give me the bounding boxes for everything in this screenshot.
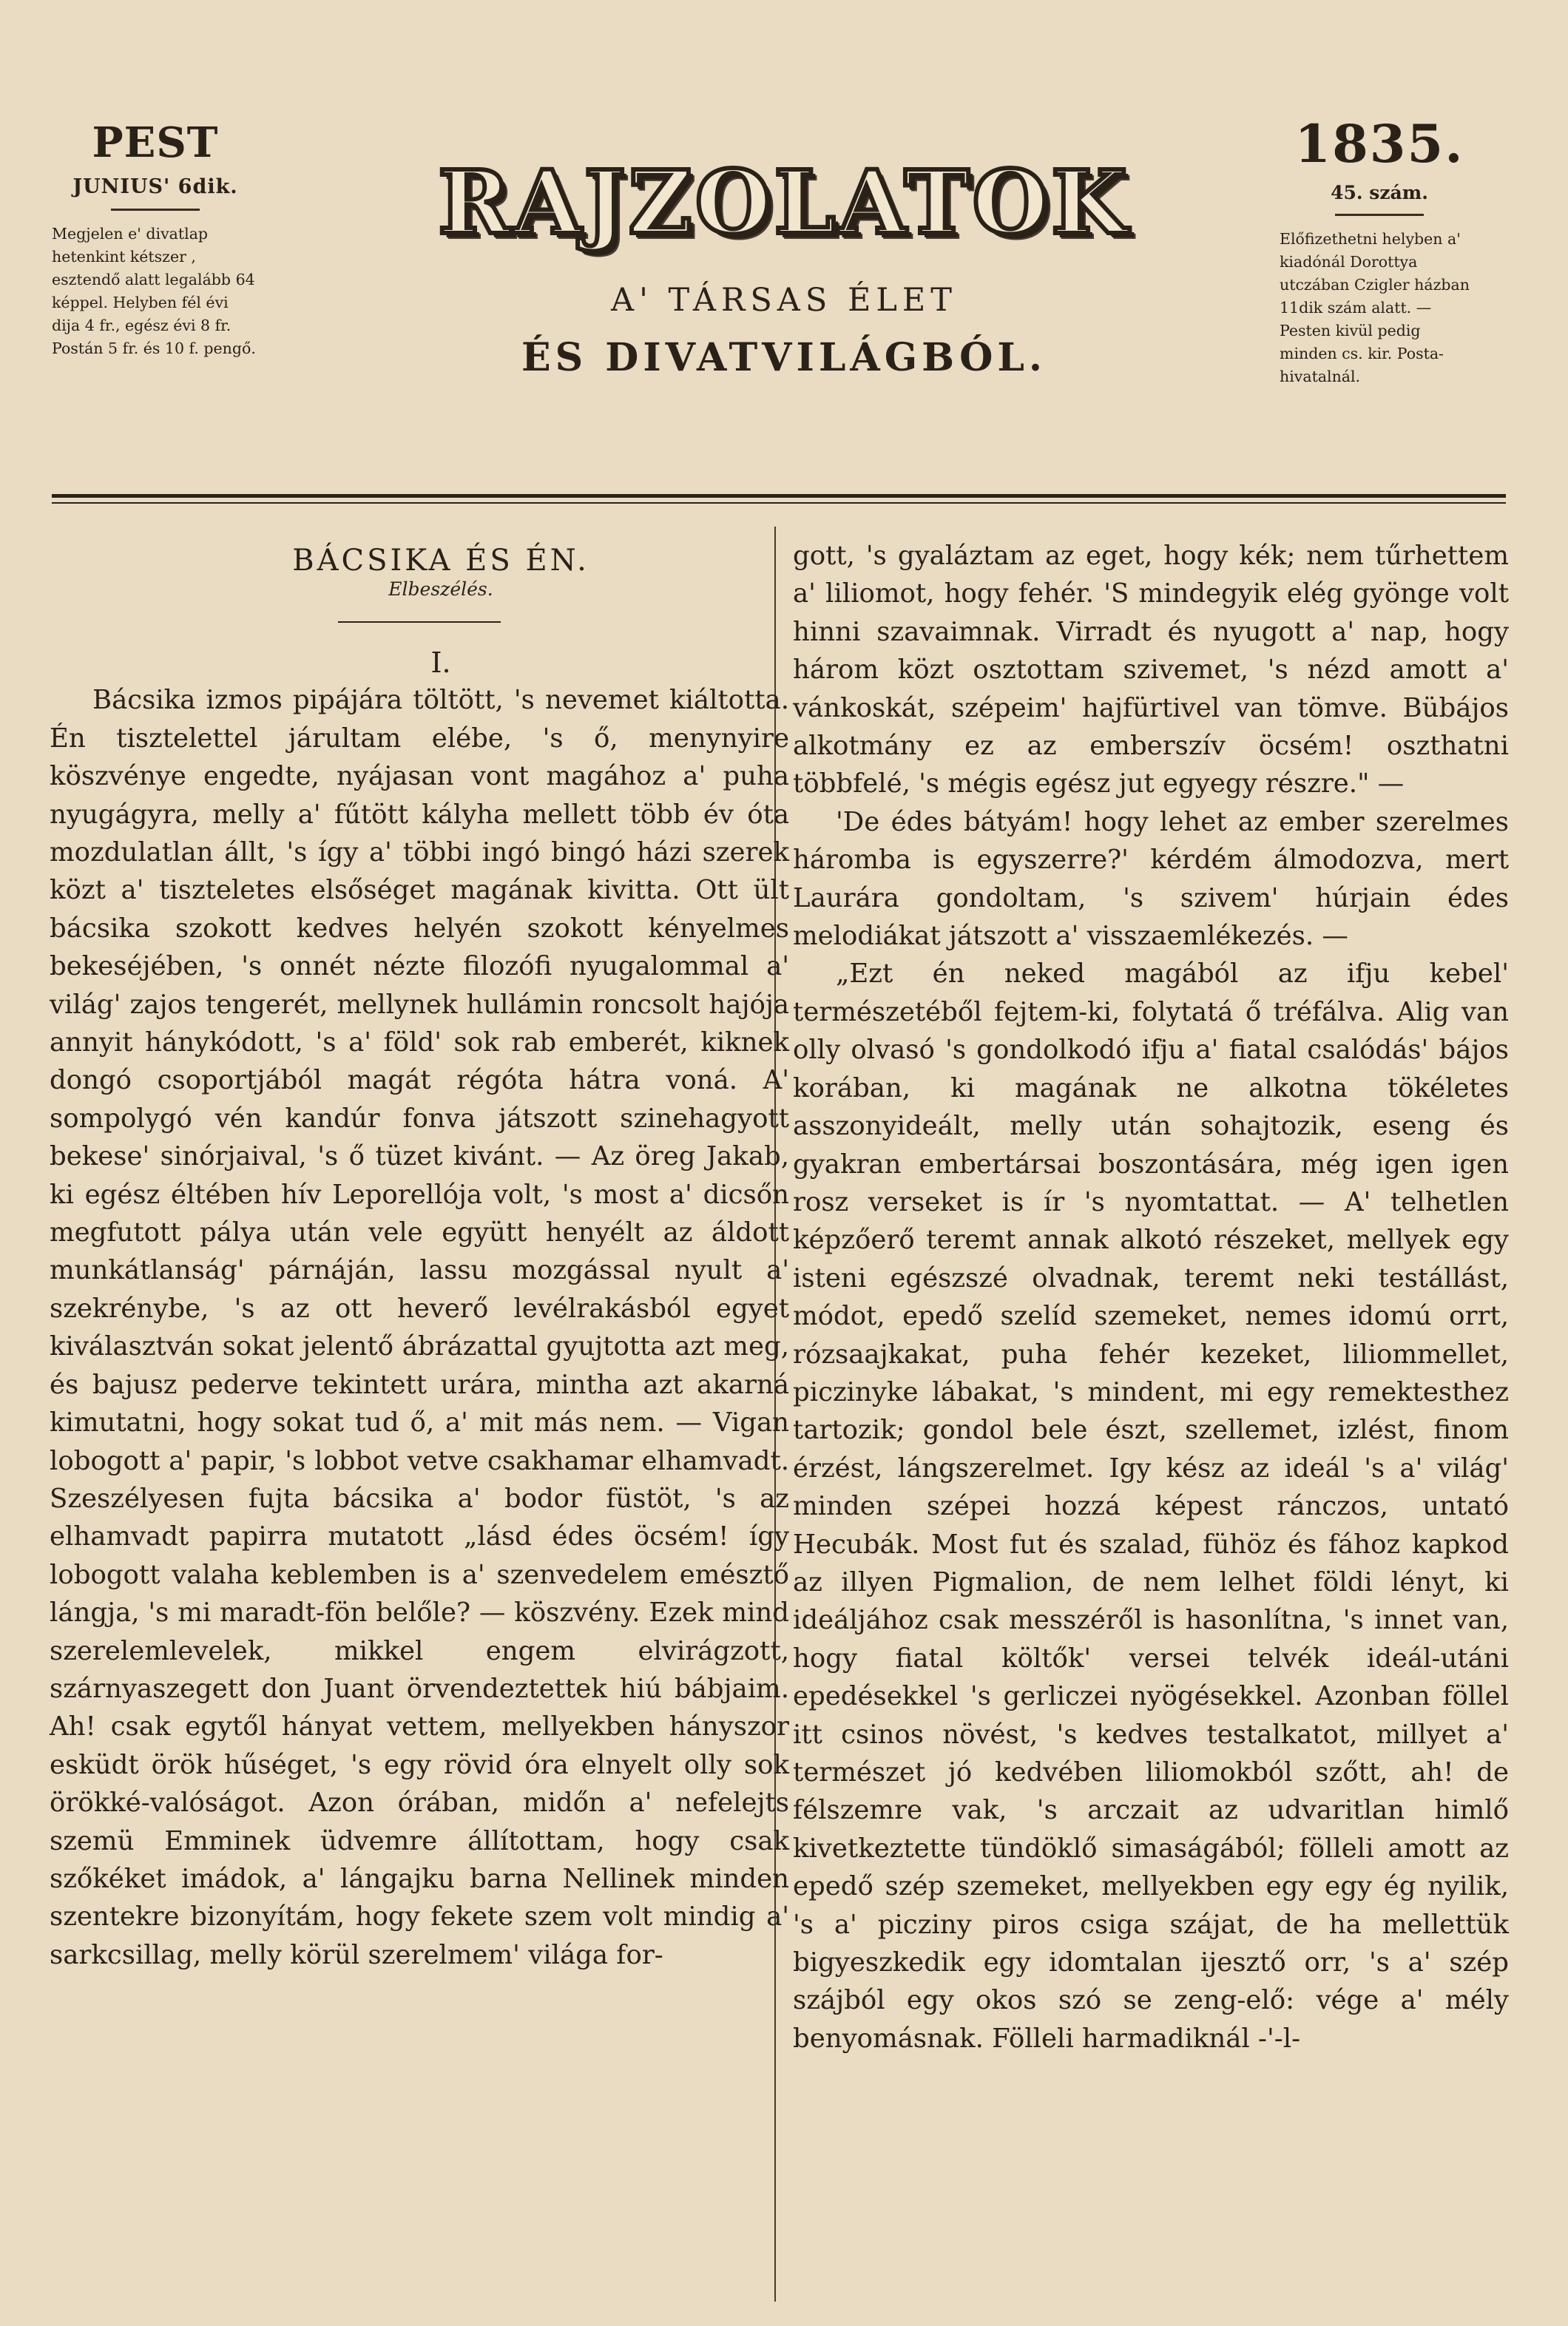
paragraph: Bácsika izmos pipájára töltött, 's nevemet kiáltotta. Én tisztelettel járultam elébe, 's ő, menynyire köszvénye engedte, nyájasan vont magához a' puha nyugágyra, melly a' fűtött kályha mellett több év óta mozdulatlan állt, 's így a' többi ingó bingó házi szerek közt a' tiszteletes elsőséget magának kivitta. Ott ült bácsika szokott kedves helyén szokott kényelmes bekeséjében, 's onnét nézte filozófi nyugalommal a' világ' zajos tengerét, mellynek hullámin roncsolt hajója annyit hánykódott, 's a' föld' sok rab emberét, kiknek dongó csoportjából magát régóta hátra voná. A' sompolygó vén kandúr fonva játszott szinehagyott bekese' sinórjaival, 's ő tüzet kivánt. — Az öreg Jakab, ki egész éltében hív Leporellója volt, 's most a' dicsőn megfutott pálya után vele együtt henyélt az áldott munkátlanság' párnáján, lassu mozgással nyult a' szekrénybe, 's az ott heverő levélrakásból egyet kiválasztván sokat jelentő ábrázattal gyujtotta azt meg, és bajusz pederve tekintett urára, mintha azt akarná kimutatni, hogy sokat tud ő, a' mit más nem. — Vigan lobogott a' papir, 's lobbot vetve csakhamar elhamvadt. Szeszélyesen fujta bácsika a' bodor füstöt, 's az elhamvadt papirra mutatott „lásd édes öcsém! így lobogott valaha keblemben is a' szenvedelem emésztő lángja, 's mi maradt-fön belőle? — köszvény. Ezek mind szerelemlevelek, mikkel engem elvirágzott, szárnyaszegett don Juant örvendeztettek hiú bábjaim. Ah! csak egytől hányat vettem, mellyekben hányszor esküdt örök hűséget, 's egy rövid óra elnyelt olly sok örökké-valóságot. Azon órában, midőn a' nefelejts szemü Emminek üdvemre állítottam, hogy csak szőkéket imádok, a' lángajku barna Nellinek minden szentekre bizonyítám, hogy fekete szem volt mindig a' sarkcsillag, melly körül szerelmem' világa for- [50,685,789,1970]
paragraph: gott, 's gyaláztam az eget, hogy kék; nem tűrhettem a' liliomot, hogy fehér. 'S mindegyik elég gyönge volt hinni szavaimnak. Virradt és nyugott a' nap, hogy három közt osztottam szivemet, 's nézd amott a' vánkoskát, szépeim' hajfürtivel van tömve. Bübájos alkotmány ez az emberszív öcsém! oszthatni többfelé, 's mégis egész jut egyegy részre." — [793,541,1509,799]
masthead-center [318,151,1250,380]
article-title-rule [338,621,501,623]
article-title: BÁCSIKA ÉS ÉN. [292,544,589,578]
masthead-right [1280,113,1479,388]
newspaper-title: RAJZOLATOK [438,151,1130,254]
article-column-right [793,537,1509,2058]
newspaper-subtitle-line2: ÉS DIVATVILÁGBÓL. [521,335,1047,380]
masthead-rule-thick [52,494,1506,498]
place-name: PEST [92,118,219,167]
chapter-number: I. [430,646,451,679]
subscription-note: Előfizethetni helyben a' kiadónál Dorottya utczában Czigler házban 11dik szám alatt. — Pesten kivül pedig minden cs. kir. Posta-hivatalnál. [1280,230,1470,385]
masthead-left [52,118,259,360]
newspaper-subtitle-line1: A' TÁRSAS ÉLET [611,282,957,319]
paragraph: 'De édes bátyám! hogy lehet az ember szerelmes háromba is egyszerre?' kérdém álmodozva, mert Laurára gondoltam, 's szivem' húrjain édes melodiákat játszott a' visszaemlékezés. — [793,806,1509,952]
publication-note: Megjelen e' divatlap hetenkint kétszer , esztendő alatt legalább 64 képpel. Helyben fél évi dija 4 fr., egész évi 8 fr. Postán 5 fr. és 10 f. pengő. [52,225,256,357]
issue-date: JUNIUS' 6dik. [72,175,238,198]
article-column-left [50,543,789,1974]
masthead-left-rule [111,209,200,211]
issue-year: 1835. [1294,113,1464,175]
paragraph: „Ezt én neked magából az ifju kebel' természetéből fejtem-ki, folytatá ő tréfálva. Alig van olly olvasó 's gondolkodó ifju a' fiatal csalódás' bájos korában, ki magának ne alkotna tökéletes asszonyideált, melly után sohajtozik, eseng és gyakran embertársai boszontására, még igen igen rosz verseket is ír 's nyomtattat. — A' telhetlen képzőerő teremt annak alkotó részeket, mellyek egy isteni egészszé olvadnak, teremt neki testállást, módot, epedő szelíd szemeket, nemes idomú orrt, rózsaajkakat, puha fehér kezeket, liliommellet, piczinyke lábakat, 's mindent, mi egy remektesthez tartozik; gondol bele észt, szellemet, izlést, finom érzést, lángszerelmet. Igy kész az ideál 's a' világ' minden szépei hozzá képest ránczos, untató Hecubák. Most fut és szalad, fühöz és fához kapkod az illyen Pigmalion, de nem lelhet földi lényt, ki ideáljához csak messzéről is hasonlítna, 's innet van, hogy fiatal költők' versei telvék ideál-utáni epedésekkel 's gerliczei nyögésekkel. Azonban föllel itt csinos növést, 's kedves testalkatot, millyet a' természet jó kedvében liliomokból szőtt, ah! de félszemre vak, 's arczait az udvaritlan himlő kivetkeztette tündöklő simaságából; föllelі amott az epedő szép szemeket, mellyekben egy egy ég nyilik, 's a' piczіny piros csiga szájat, de ha mellettük bigyeszkedik egy idomtalan ijesztő orr, 's a' szép szájból egy okos szó se zeng-elő: vége a' mély benyomásnak. Fölleli harmadiknál -'-l- [793,959,1509,2054]
issue-number: 45. szám. [1331,182,1428,203]
masthead-right-rule [1335,214,1424,216]
masthead-rule-thin [52,502,1506,504]
article-subtitle: Elbeszélés. [388,578,493,600]
